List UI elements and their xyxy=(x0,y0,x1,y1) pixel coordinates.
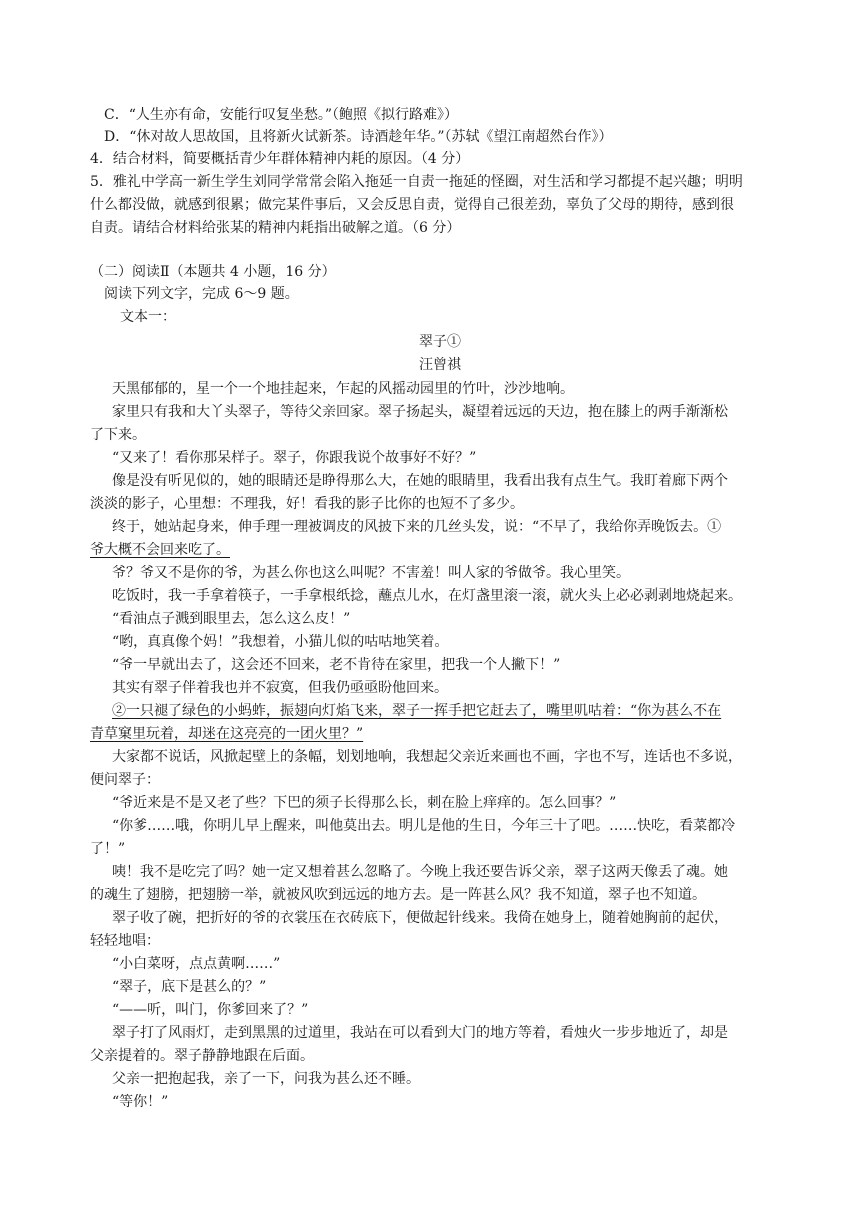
paragraph-line: “爷一早就出去了，这会还不回来，老不肯待在家里，把我一个人撇下！” xyxy=(112,657,561,673)
paragraph-line: “爷近来是不是又老了些？下巴的须子长得那么长，刺在脸上痒痒的。怎么回事？” xyxy=(112,795,617,811)
underlined-sentence-2-line-2: 青草窠里玩着，却迷在这亮亮的一团火里？” xyxy=(90,726,364,742)
paragraph-line: “你爹……哦，你明儿早上醒来，叫他莫出去。明儿是他的生日，今年三十了吧。……快吃，看菜都冷 xyxy=(112,818,736,834)
paragraph-line: 其实有翠子伴着我也并不寂寞，但我仍亟亟盼他回来。 xyxy=(112,680,448,696)
paragraph-line: “又来了！看你那呆样子。翠子，你跟我说个故事好不好？” xyxy=(112,450,477,466)
article-author: 汪曾祺 xyxy=(419,357,461,373)
paragraph-line: 淡淡的影子，心里想：不理我，好！看我的影子比你的也短不了多少。 xyxy=(90,496,524,512)
paragraph-line: “小白菜呀，点点黄啊……” xyxy=(112,956,281,972)
paragraph-line: 终于，她站起身来，伸手理一理被调皮的风披下来的几丝头发，说：“不早了，我给你弄晚饭去。① xyxy=(112,519,722,535)
paragraph-line: 了！” xyxy=(90,841,126,857)
question-5-line-1: 5．雅礼中学高一新生学生刘同学常常会陷入拖延一自责一拖延的怪圈，对生活和学习都提不起兴趣；明明 xyxy=(90,174,743,190)
option-c: C．“人生亦有命，安能行叹复坐愁。”（鲍照《拟行路难》） xyxy=(104,107,459,123)
question-5-line-2: 什么都没做，就感到很累；做完某件事后，又会反思自责，觉得自己很差劲，辜负了父母的期待，感到很 xyxy=(90,197,734,213)
underlined-sentence-1: 爷大概不会回来吃了。 xyxy=(90,542,230,558)
paragraph-line: 像是没有听见似的，她的眼睛还是睁得那么大，在她的眼睛里，我看出我有点生气。我盯着廊下两个 xyxy=(112,473,728,489)
question-5-line-3: 自责。请结合材料给张某的精神内耗指出破解之道。（6 分） xyxy=(90,220,461,236)
paragraph-line: 翠子打了风雨灯，走到黑黑的过道里，我站在可以看到大门的地方等着，看烛火一步步地近了，却是 xyxy=(112,1025,728,1041)
paragraph-line: 轻轻地唱： xyxy=(90,933,160,949)
paragraph-line: 吃饭时，我一手拿着筷子，一手拿根纸捻，蘸点儿水，在灯盏里滚一滚，就火头上必必剥剥地烧起来。 xyxy=(112,588,742,604)
question-4: 4．结合材料，简要概括青少年群体精神内耗的原因。（4 分） xyxy=(90,151,470,167)
paragraph-line: 大家都不说话，风掀起壁上的条幅，划划地响，我想起父亲近来画也不画，字也不写，连话也不多说， xyxy=(112,749,742,765)
paragraph-line: “——听，叫门，你爹回来了？” xyxy=(112,1002,309,1018)
paragraph-line: 翠子收了碗，把折好的爷的衣裳压在衣砖底下，便做起针线来。我倚在她身上，随着她胸前的起伏， xyxy=(112,910,728,926)
paragraph-line: 了下来。 xyxy=(90,427,146,443)
paragraph-line: 家里只有我和大丫头翠子，等待父亲回家。翠子扬起头，凝望着远远的天边，抱在膝上的两手渐渐松 xyxy=(112,404,728,420)
text-one-label: 文本一： xyxy=(120,309,176,325)
section-heading: （二）阅读Ⅱ（本题共 4 小题，16 分） xyxy=(90,264,336,280)
paragraph-line: 父亲提着的。翠子静静地跟在后面。 xyxy=(90,1048,314,1064)
section-instruction: 阅读下列文字，完成 6～9 题。 xyxy=(104,286,299,302)
paragraph-line: 父亲一把抱起我，亲了一下，问我为甚么还不睡。 xyxy=(112,1071,420,1087)
paragraph-line: 天黑郁郁的，星一个一个地挂起来，乍起的风摇动园里的竹叶，沙沙地响。 xyxy=(112,381,574,397)
paragraph-line: 爷？爷又不是你的爷，为甚么你也这么叫呢？不害羞！叫人家的爷做爷。我心里笑。 xyxy=(112,565,630,581)
paragraph-line: “看油点子溅到眼里去，怎么这么皮！” xyxy=(112,611,351,627)
paragraph-line: 的魂生了翅膀，把翅膀一举，就被风吹到远远的地方去。是一阵甚么风？我不知道，翠子也不知道。 xyxy=(90,887,706,903)
article-title: 翠子① xyxy=(419,334,461,350)
paragraph-line: “翠子，底下是甚么的？” xyxy=(112,979,267,995)
paragraph-line: 便问翠子： xyxy=(90,772,160,788)
underlined-sentence-2-line-1: ②一只褪了绿色的小蚂蚱，振翅向灯焰飞来，翠子一挥手把它赶去了，嘴里叽咕着：“你为甚么不在 xyxy=(112,703,722,719)
option-d: D．“休对故人思故国，且将新火试新茶。诗酒趁年华。”（苏轼《望江南超然台作》） xyxy=(104,129,613,145)
paragraph-line: “等你！” xyxy=(112,1094,169,1110)
paragraph-line: 咦！我不是吃完了吗？她一定又想着甚么忽略了。今晚上我还要告诉父亲，翠子这两天像丢了魂。她 xyxy=(112,864,728,880)
paragraph-line: “哟，真真像个妈！”我想着，小猫儿似的咕咕地笑着。 xyxy=(112,634,449,650)
